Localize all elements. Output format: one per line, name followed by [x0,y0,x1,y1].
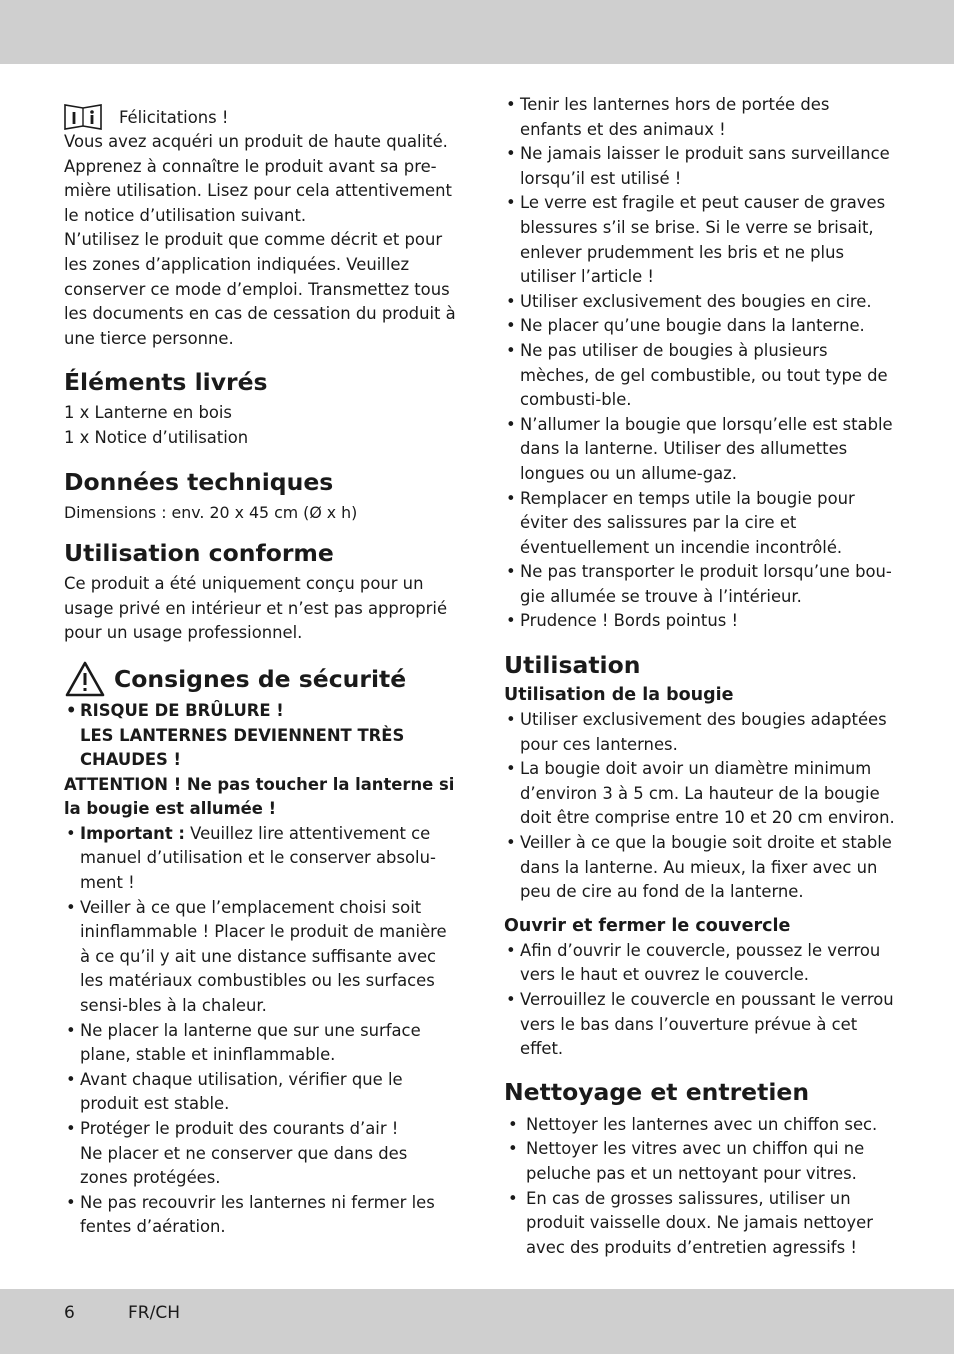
bougie-list [504,708,896,905]
courants-item [64,1117,456,1191]
list-item: • Ne jamais laisser le produit sans surveillance lorsqu’il est utilisé ! [504,142,896,191]
dimensions-text: Dimensions : env. 20 x 45 cm (Ø x h) [64,502,358,522]
list-item: • Ne pas recouvrir les lanternes ni fermer les fentes d’aération. [64,1191,456,1240]
intro-paragraph-2: N’utilisez le produit que comme décrit et pour les zones d’application indiquées. Veuillez conserver ce mode d’emploi. Transmettez tous les documents en cas de cessation du produit à une tierce personne. [64,230,456,348]
list-item: • Ne placer qu’une bougie dans la lanterne. [504,314,896,339]
courants-line-1: Protéger le produit des courants d’air ! [80,1119,399,1138]
list-item: • Nettoyer les vitres avec un chiffon qui ne peluche pas et un nettoyant pour vitres. [504,1137,896,1186]
list-item: • Afin d’ouvrir le couvercle, poussez le verrou vers le haut et ouvrez le couvercle. [504,939,896,988]
important-text: Veuillez lire attentivement ce manuel d’utilisation et le conserver absolu-ment ! [80,823,436,893]
important-item [64,822,456,896]
elements-heading: Éléments livrés [64,368,268,397]
risk-list [64,699,456,773]
intro-paragraph-1: Vous avez acquéri un produit de haute qualité. Apprenez à connaître le produit avant sa pre-mière utilisation. Lisez pour cela attentivement le notice d’utilisation suivant. [64,132,452,225]
safety-heading: Consignes de sécurité [114,664,407,693]
list-item: • Nettoyer les lanternes avec un chiffon sec. [504,1113,896,1138]
list-item: • En cas de grosses salissures, utiliser un produit vaisselle doux. Ne jamais nettoyer avec des produits d’entretien agressifs ! [504,1187,896,1261]
utilisation-heading: Utilisation [504,651,641,680]
list-item: • Tenir les lanternes hors de portée des enfants et des animaux ! [504,93,896,142]
list-item: • Ne pas utiliser de bougies à plusieurs mèches, de gel combustible, ou tout type de combusti-ble. [504,339,896,413]
congrats-label: Félicitations ! [119,108,229,127]
warning-triangle-icon [64,660,106,698]
info-book-icon [64,104,102,130]
donnees-heading: Données techniques [64,467,334,496]
list-item: • Veiller à ce que la bougie soit droite et stable dans la lanterne. Au mieux, la fixer avec un peu de cire au fond de la lanterne. [504,831,896,905]
safety-header [64,659,456,699]
list-item: • Ne placer la lanterne que sur une surface plane, stable et ininflammable. [64,1019,456,1068]
list-item: • Prudence ! Bords pointus ! [504,609,896,634]
risk-warning [64,699,456,773]
right-column [504,93,896,1260]
locale-label: FR/CH [128,1303,180,1323]
elements-item: 1 x Lanterne en bois [64,403,232,423]
page-number: 6 [64,1303,75,1323]
list-item: • Verrouillez le couvercle en poussant le verrou vers le bas dans l’ouverture prévue à cet effet. [504,988,896,1062]
safety-list-left [64,822,456,1240]
nettoyage-heading: Nettoyage et entretien [504,1077,810,1106]
list-item: • Remplacer en temps utile la bougie pour éviter des salissures par la cire et éventuellement un incendie incontrôlé. [504,487,896,561]
list-item: • Avant chaque utilisation, vérifier que le produit est stable. [64,1068,456,1117]
list-item: • Le verre est fragile et peut causer de graves blessures s’il se brise. Si le verre se brisait, enlever prudemment les bris et ne plus utiliser l’article ! [504,191,896,289]
list-item: • Utiliser exclusivement des bougies adaptées pour ces lanternes. [504,708,896,757]
important-label: Important : [80,823,185,843]
list-item: • N’allumer la bougie que lorsqu’elle est stable dans la lanterne. Utiliser des allumettes longues ou un allume-gaz. [504,413,896,487]
nettoyage-list [504,1113,896,1261]
courants-line-2: Ne placer et ne conserver que dans des zones protégées. [80,1143,408,1188]
utilisation-conforme-text: Ce produit a été uniquement conçu pour un usage privé en intérieur et n’est pas approprié pour un usage professionnel. [64,574,448,643]
safety-list-right [504,93,896,634]
attention-text: ATTENTION ! Ne pas toucher la lanterne si la bougie est allumée ! [64,774,455,819]
elements-item: 1 x Notice d’utilisation [64,427,249,447]
list-item: • Ne pas transporter le produit lorsqu’une bou-gie allumée se trouve à l’intérieur. [504,560,896,609]
risk-line-2: LES LANTERNES DEVIENNENT TRÈS CHAUDES ! [80,725,405,770]
list-item: • La bougie doit avoir un diamètre minimum d’environ 3 à 5 cm. La hauteur de la bougie doit être comprise entre 10 et 20 cm environ. [504,757,896,831]
risk-line-1: RISQUE DE BRÛLURE ! [80,700,284,720]
header-band [0,0,954,64]
list-item: • Veiller à ce que l’emplacement choisi soit ininflammable ! Placer le produit de manière à ce qu’il y ait une distance suffisante avec les matériaux combustibles ou les surfaces sensi-bles à la chaleur. [64,896,456,1019]
intro-header [64,104,456,130]
couvercle-list [504,939,896,1062]
bougie-subheading: Utilisation de la bougie [504,685,734,706]
utilisation-conforme-heading: Utilisation conforme [64,539,334,568]
list-item: • Utiliser exclusivement des bougies en cire. [504,290,896,315]
couvercle-subheading: Ouvrir et fermer le couvercle [504,915,791,936]
left-column [64,104,456,1240]
